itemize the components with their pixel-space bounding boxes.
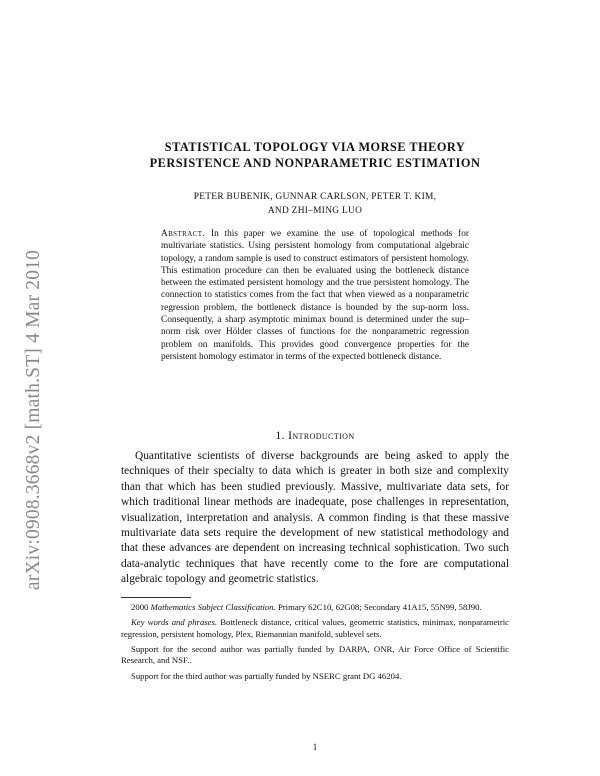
arxiv-identifier-text: arXiv:0908.3668v2 [math.ST] 4 Mar 2010 (23, 249, 45, 591)
keywords-label: Key words and phrases. (131, 617, 218, 628)
keywords-text: Bottleneck distance, critical values, geometric statistics, minimax, nonparametric regression, persistent homology, Plex, Riemannian manifold, sublevel sets. (121, 617, 509, 639)
footnote-msc (121, 602, 509, 613)
paper-title (100, 139, 530, 171)
footnote-support-third: Support for the third author was partially funded by NSERC grant DG 46204. (131, 670, 402, 681)
msc-year: 2000 (131, 602, 149, 612)
title-line-1: STATISTICAL TOPOLOGY VIA MORSE THEORY (164, 140, 466, 154)
title-line-2: PERSISTENCE AND NONPARAMETRIC ESTIMATION (149, 156, 481, 170)
footnote-keywords (121, 617, 509, 639)
abstract-label: Abstract. (161, 229, 206, 239)
section-heading-introduction: 1. Introduction (275, 430, 355, 442)
abstract-text: In this paper we examine the use of topological methods for multivariate statistics. Using persistent homology from computational algebraic topology, a random sample is used to construct estimators of persistent homology. This estimation procedure can then be evaluated using the bottleneck distance between the estimated persistent homology and the true persistent homology. The connection to statistics comes from the fact that when viewed as a nonparametric regression problem, the bottleneck distance is bounded by the sup-norm loss. Consequently, a sharp asymptotic minimax bound is determined under the sup–norm risk over Hölder classes of functions for the nonparametric regression problem on manifolds. This provides good convergence properties for the persistent homology estimator in terms of the expected bottleneck distance. (161, 229, 470, 362)
msc-label: Mathematics Subject Classification. (150, 602, 276, 612)
authors-line-1: PETER BUBENIK, GUNNAR CARLSON, PETER T. KIM, (193, 192, 437, 202)
page-number: 1 (312, 742, 318, 752)
author-list (100, 190, 530, 218)
introduction-paragraph: Quantitative scientists of diverse backgrounds are being asked to apply the techniques of their specialty to data which is greater in both size and complexity than that which has been studied previously. Massive, multivariate data sets, for which traditional linear methods are inadequate, pose challenges in representation, visualization, interpretation and analysis. A common finding is that these massive multivariate data sets require the development of new statistical methodology and that these advances are dependent on increasing technical sophistication. Two such data-analytic techniques that have recently come to the fore are computational algebraic topology and geometric statistics. (121, 450, 509, 586)
arxiv-identifier (21, 180, 47, 660)
authors-line-2: AND ZHI–MING LUO (267, 206, 363, 216)
msc-text: Primary 62C10, 62G08; Secondary 41A15, 55N99, 58J90. (277, 602, 482, 612)
abstract (161, 228, 469, 363)
footnote-support-second: Support for the second author was partially funded by DARPA, ONR, Air Force Office of Scientific Research, and NSF.. (121, 643, 509, 666)
footnotes (121, 602, 509, 686)
footnote-divider (121, 597, 191, 598)
